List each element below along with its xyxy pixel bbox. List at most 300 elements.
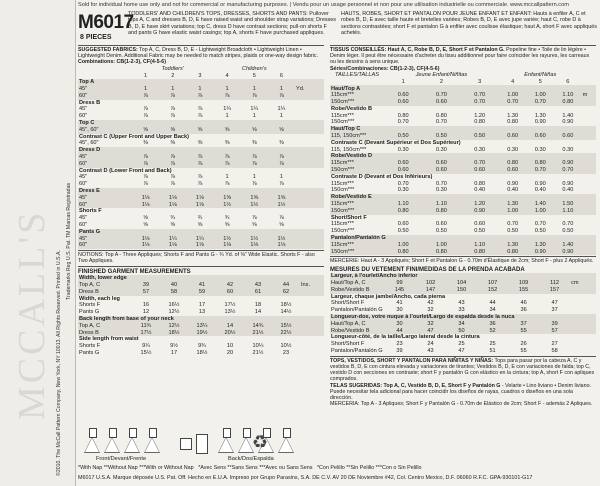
- nap-legend-en: *With Nap **Without Nap ***With or Without Nap: [78, 465, 194, 471]
- table-row: [330, 187, 596, 194]
- cell-value: 0.80: [384, 249, 422, 256]
- back-caption: Back/Dos/Espalda: [228, 456, 274, 462]
- cell-value: 30: [384, 321, 415, 328]
- cell-value: 1.40: [526, 201, 554, 208]
- cell-value: 17: [198, 302, 206, 309]
- unit-label: [295, 174, 324, 181]
- cell-value: 1.20: [461, 201, 499, 208]
- cell-value: 0.60: [384, 160, 422, 167]
- cell-value: 14½: [280, 309, 292, 316]
- group-label: Short/Short F: [331, 214, 367, 221]
- row-label: 60": [78, 202, 132, 209]
- side-legal-text: ©2010. The McCall Pattern Company, New York, NY 10013. All Rights Reserved. Printed in U.S.A.: [56, 250, 62, 476]
- row-label: Dress B: [78, 330, 132, 337]
- cell-value: 0.70: [499, 99, 527, 106]
- cell-value: 40: [160, 282, 188, 289]
- row-label: Short/Short F: [331, 341, 365, 348]
- cell-value: 0.70: [562, 221, 574, 228]
- size-number: 1: [401, 78, 405, 85]
- nap-legend-fr: *Avec Sens **Sans Sens ***Avec ou Sans Sens: [198, 465, 313, 471]
- cell-value: 1½: [214, 236, 241, 243]
- row-label: 60": [79, 181, 88, 188]
- pattern-number: M6017: [78, 12, 134, 33]
- cell-value: 20½: [216, 330, 244, 337]
- cell-value: 30: [396, 307, 403, 314]
- cell-value: 1.00: [422, 242, 460, 249]
- table-row: [78, 350, 324, 357]
- cell-value: 0.80: [397, 112, 409, 119]
- cell-value: ⅝: [170, 222, 176, 229]
- table-row: [330, 242, 596, 249]
- group-label: Longueur-dos, votre nuque à l'ourlet/Largo de espalda desde la nuca: [330, 314, 596, 321]
- cell-value: 1⅛: [268, 242, 295, 249]
- cell-value: 0.60: [422, 167, 460, 174]
- row-label: 45", 60": [78, 127, 132, 134]
- cell-value: ⅝: [143, 222, 148, 229]
- cell-value: 1⅝: [214, 195, 241, 202]
- cell-value: 43: [244, 282, 272, 289]
- row-label: 115cm***: [331, 221, 354, 228]
- cell-value: ⅞: [214, 154, 241, 161]
- cell-value: 0.30: [474, 146, 486, 153]
- table-group-row: [330, 126, 596, 133]
- row-label: 115cm***: [330, 201, 384, 208]
- cell-value: 10½: [280, 343, 292, 350]
- cell-value: ⅞: [214, 93, 241, 100]
- table-row: [78, 174, 324, 181]
- size-number: 5: [538, 78, 542, 85]
- cell-value: ⅝: [132, 127, 159, 134]
- french-spanish-column: [330, 44, 596, 407]
- group-label: Contraste D (Devant et Dos Inférieurs): [331, 173, 433, 180]
- cell-value: ⅞: [268, 154, 295, 161]
- cell-value: ⅞: [241, 161, 268, 168]
- cell-value: 14: [216, 323, 244, 330]
- cell-value: 0.70: [554, 167, 582, 174]
- side-strip: [0, 0, 76, 486]
- row-label: 150cm***: [330, 208, 384, 215]
- cell-value: 1⅛: [132, 202, 159, 209]
- description-french: HAUTS, ROBES, SHORT ET PANTALON POUR JEUNE ENFANT ET ENFANT: Hauts à enfiler A, C et robes B, D, E avec taille haute et bretelles variées; Robes B, D, E avec jupe variée; haut C, robe D à sections contrastées; short F et pantalon G à enfiler avec coulisse élastique; haut A, short F avec appliqués achetés.: [341, 11, 597, 37]
- cell-value: ⅞: [279, 181, 284, 188]
- size-row-spacer: [330, 79, 384, 86]
- cell-value: 10¼: [252, 343, 264, 350]
- row-label: 45": [78, 154, 132, 161]
- table-row: [78, 195, 324, 202]
- unit-label: [295, 127, 324, 134]
- cell-value: 1⅝: [241, 195, 268, 202]
- group-label: Dress D: [78, 147, 324, 154]
- cell-value: 0.60: [397, 221, 409, 228]
- cell-value: 0.50: [422, 133, 460, 140]
- cell-value: ⅞: [132, 93, 159, 100]
- table-group-row: [78, 147, 324, 154]
- cell-value: 0.30: [435, 146, 447, 153]
- tops-text: Tops para pasar por la cabeza A, C y vestidos B, D, E con cintura elevada y variaciones de tirantes; Vestidos B, D, E con variaciones de falda; top C, vestido D con secciones en contraste; short F y pantalón G con elástico en la cintura; top A, short F con apliques comprados.: [330, 357, 595, 383]
- cell-value: 102: [415, 280, 446, 287]
- unit-label: [582, 208, 596, 215]
- cell-value: 14¾: [244, 323, 272, 330]
- cell-value: 50: [446, 328, 477, 335]
- cell-value: 12½: [168, 309, 180, 316]
- unit-spacer: [295, 66, 324, 73]
- english-column: [78, 44, 324, 357]
- cell-value: 0.90: [562, 119, 574, 126]
- dress-sketch: [104, 428, 120, 454]
- table-group-row: [330, 273, 596, 280]
- cell-value: 17: [170, 349, 178, 356]
- table-row: [330, 287, 596, 294]
- cell-value: 155: [508, 287, 539, 294]
- table-row: [78, 282, 324, 289]
- tissus-title: TISSUS CONSEILLÉS: Haut A, C, Robe B, D, E, Short F et Pantalon G.: [330, 47, 505, 53]
- cell-value: ⅞: [143, 113, 148, 120]
- cell-value: 0.70: [397, 180, 409, 187]
- size-number: 4: [225, 72, 229, 79]
- row-label: Pants G: [79, 349, 100, 356]
- cell-value: ⅜: [279, 140, 284, 147]
- suggested-fabrics-text: Top A, C, Dress B, D, E - Lightweight Broadcloth • Lightweight Linen • Lightweight Denim. Additional Fabric may be needed to match stripes, plaids or one-way design fabric.: [78, 47, 318, 60]
- cell-value: 17½: [224, 302, 236, 309]
- cell-value: 11¾: [132, 323, 160, 330]
- cell-value: 104: [446, 280, 477, 287]
- cell-value: ⅝: [159, 127, 186, 134]
- cell-value: ⅞: [159, 154, 186, 161]
- cell-value: 20: [226, 349, 234, 356]
- cell-value: ⅞: [197, 181, 203, 188]
- cell-value: 47: [551, 300, 558, 307]
- row-label: 150cm***: [331, 228, 355, 235]
- cell-value: 0.50: [435, 228, 447, 235]
- cell-value: 47: [458, 347, 465, 354]
- cell-value: 1½: [268, 202, 295, 209]
- cell-value: ⅞: [197, 174, 203, 181]
- unit-label: [300, 330, 324, 337]
- row-label: 45": [79, 174, 88, 181]
- cell-value: 60: [216, 289, 244, 296]
- row-label: 45": [79, 215, 88, 222]
- cell-value: 1: [186, 86, 213, 93]
- cell-value: 0.90: [554, 249, 582, 256]
- unit-label: [570, 348, 596, 355]
- row-label: 115cm***: [330, 242, 384, 249]
- cell-value: 16½: [168, 302, 180, 309]
- unit-label: [582, 113, 596, 120]
- row-label: 45": [78, 195, 132, 202]
- size-group-label: Enfant/Niñas: [524, 71, 557, 78]
- cell-value: 37: [508, 321, 539, 328]
- table-row: [78, 309, 324, 316]
- cell-value: 1½: [214, 202, 241, 209]
- cell-value: ⅞: [241, 93, 268, 100]
- cell-value: 0.50: [474, 228, 486, 235]
- row-label: 60": [78, 93, 132, 100]
- table-group-row: [78, 168, 324, 175]
- cell-value: 1.30: [507, 112, 519, 119]
- dress-sketch: [144, 428, 160, 454]
- cell-value: 0.90: [526, 249, 554, 256]
- cell-value: 0.60: [422, 160, 460, 167]
- cell-value: 16: [142, 302, 150, 309]
- row-label: 150cm***: [330, 167, 384, 174]
- dress-sketch: [278, 428, 294, 454]
- cell-value: 0.70: [397, 119, 409, 126]
- cell-value: 1¼: [159, 236, 186, 243]
- table-row: [78, 289, 324, 296]
- cell-value: 33: [458, 307, 465, 314]
- telas-text: - Velarte • Lino liviano • Denim liviano. Puede necesitar tela adicional para hacer coincidir los diseños de rayas, cuadros o diseños en una sola dirección.: [330, 382, 591, 401]
- unit-label: [570, 341, 596, 348]
- cell-value: 0.30: [397, 146, 409, 153]
- unit-label: [582, 228, 596, 235]
- cell-value: ⅝: [186, 127, 213, 134]
- table-row: [330, 133, 596, 140]
- group-label: Contrast D (Lower Front and Back): [79, 167, 172, 174]
- cell-value: 62: [272, 289, 300, 296]
- cell-value: 1.40: [562, 112, 574, 119]
- row-label: 115, 150cm***: [331, 146, 367, 153]
- cell-value: 43: [458, 300, 465, 307]
- unit-label: [295, 106, 324, 113]
- cell-value: 0.60: [526, 133, 554, 140]
- cell-value: 23: [282, 349, 290, 356]
- table-row: [78, 93, 324, 100]
- group-label: Contraste C (Devant Supérieur et Dos Supérieur): [331, 139, 461, 146]
- cell-value: 1.50: [554, 201, 582, 208]
- cell-value: 1: [132, 86, 159, 93]
- cell-value: 1⅛: [214, 242, 241, 249]
- table-row: [330, 307, 596, 314]
- mercerie: MERCERIE: Haut A - 3 Appliqués; Short F et Pantalon G - 0.70m d'Élastique de 2cm; Short F - plus 2 Appliqués.: [330, 258, 594, 265]
- cell-value: ⅞: [251, 215, 257, 222]
- cell-value: 0.60: [435, 221, 447, 228]
- merceria: MERCERIA: Top A - 3 Apliques; Short F y Pantalón G - 0.70m de Elástico de 2cm; Short F - además 2 Apliques.: [330, 401, 593, 408]
- table-group-row: [330, 85, 596, 92]
- cell-value: 1⅛: [186, 202, 213, 209]
- cell-value: ⅜: [197, 140, 203, 147]
- unit-spacer: [582, 72, 596, 79]
- cell-value: 12½: [160, 323, 188, 330]
- cell-value: 0.80: [461, 249, 499, 256]
- row-label: Haut/Top A, C: [330, 321, 384, 328]
- table-row: [78, 106, 324, 113]
- unit-label: [582, 160, 596, 167]
- table-row: [78, 343, 324, 350]
- cell-value: 25: [458, 341, 465, 348]
- row-label: 115cm***: [331, 112, 354, 119]
- cell-value: 1.30: [534, 112, 546, 119]
- cell-value: 42: [427, 300, 434, 307]
- telas-title: TELAS SUGERIDAS: Top A, C, Vestido B, D, E, Short F y Pantalón G: [330, 382, 501, 389]
- cell-value: 1.30: [499, 242, 527, 249]
- unit-label: [570, 307, 596, 314]
- cell-value: 0.70: [461, 160, 499, 167]
- group-label: Largeur, à l'ourlet/Ancho inferior: [330, 273, 596, 280]
- cell-value: 0.70: [435, 119, 447, 126]
- cell-value: 1: [225, 174, 229, 181]
- row-label: Shorts F: [79, 343, 101, 350]
- recycle-icon: ♻: [251, 432, 269, 452]
- group-label: Largeur, chaque jambe/Ancho, cada pierna: [331, 293, 446, 300]
- table-group-row: [330, 106, 596, 113]
- cell-value: 1¼: [277, 106, 286, 113]
- tops-title: TOPS, VESTIDOS, SHORT Y PANTALON PARA NIÑITAS Y NIÑAS:: [330, 357, 494, 364]
- table-row: [330, 341, 596, 348]
- group-label: Dress E: [78, 188, 324, 195]
- table-group-row: [330, 215, 596, 222]
- cell-value: 47: [415, 328, 446, 335]
- cell-value: ⅞: [143, 106, 148, 113]
- usage-notice: Sold for individual home use only and not for commercial or manufacturing purposes. | Vendu pour un usage personnel et non pour une utilisation industrielle ou commerciale. www.mccallpattern.com: [78, 2, 569, 8]
- table-row: [330, 113, 596, 120]
- unit-label: [582, 147, 596, 154]
- cell-value: 0.40: [562, 187, 574, 194]
- table-row: [330, 280, 596, 287]
- cell-value: 0.80: [474, 119, 486, 126]
- cell-value: 152: [477, 287, 508, 294]
- cell-value: ⅞: [251, 181, 257, 188]
- cell-value: 1½: [241, 202, 268, 209]
- cell-value: 0.80: [554, 99, 582, 106]
- cell-value: ⅜: [170, 140, 176, 147]
- row-label: 45": [79, 106, 88, 113]
- cell-value: 43: [427, 347, 434, 354]
- table-group-row: [78, 134, 324, 141]
- unit-label: [300, 302, 324, 309]
- cell-value: 13½: [224, 309, 236, 316]
- cell-value: 1.40: [554, 242, 582, 249]
- unit-label: cm: [570, 280, 596, 287]
- unit-label: [300, 323, 324, 330]
- unit-label: [295, 140, 324, 147]
- cell-value: 1: [279, 113, 283, 120]
- yardage-table: [78, 66, 324, 250]
- cell-value: 57: [539, 328, 570, 335]
- unit-label: [295, 154, 324, 161]
- row-label: 45", 60": [79, 140, 99, 147]
- table-row: [78, 323, 324, 330]
- cell-value: 9½: [170, 343, 178, 350]
- cell-value: 9¾: [198, 343, 206, 350]
- group-label: Robe/Vestido E: [330, 194, 596, 201]
- table-group-row: [78, 229, 324, 236]
- table-row: [330, 328, 596, 335]
- mesures-title: MESURES DU VETEMENT FINI/MEDIDAS DE LA PRENDA ACABADA: [330, 266, 525, 273]
- table-row: [78, 86, 324, 93]
- row-label: Robe/Vestido B: [330, 287, 384, 294]
- cell-value: 57: [132, 289, 160, 296]
- group-label: Top C: [78, 120, 324, 127]
- cell-value: 0.80: [474, 180, 486, 187]
- cell-value: ⅞: [170, 181, 176, 188]
- cell-value: 22½: [272, 330, 300, 337]
- dress-sketch: [84, 428, 100, 454]
- unit-label: [295, 181, 324, 188]
- cell-value: 1⅛: [132, 195, 159, 202]
- table-row: [330, 167, 596, 174]
- size-row: [330, 79, 596, 86]
- cell-value: 15½: [272, 323, 300, 330]
- row-label: Pantalon/Pantalón G: [331, 347, 383, 354]
- metrage-table: [330, 72, 596, 256]
- cell-value: ⅝: [268, 127, 295, 134]
- cell-value: 44: [489, 300, 496, 307]
- table-row: [78, 222, 324, 229]
- mesures-table: [330, 273, 596, 355]
- cell-value: 34: [489, 307, 496, 314]
- pieces-count: 8 PIECES: [80, 34, 112, 41]
- cell-value: 1.30: [499, 201, 527, 208]
- cell-value: 32: [415, 321, 446, 328]
- size-number: 1: [144, 72, 148, 79]
- cell-value: 42: [216, 282, 244, 289]
- table-group-row: [330, 153, 596, 160]
- cell-value: 52: [477, 328, 508, 335]
- cell-value: ⅞: [268, 93, 295, 100]
- row-label: 150cm***: [330, 99, 384, 106]
- cell-value: 0.90: [461, 208, 499, 215]
- cell-value: 0.30: [562, 146, 574, 153]
- cell-value: 34: [446, 321, 477, 328]
- unit-label: [582, 221, 596, 228]
- cell-value: 0.60: [461, 167, 499, 174]
- cell-value: 41: [188, 282, 216, 289]
- cell-value: 55: [508, 328, 539, 335]
- cell-value: 0.60: [554, 133, 582, 140]
- cell-value: 1.10: [554, 208, 582, 215]
- cell-value: 0.80: [499, 249, 527, 256]
- cell-value: 15½: [140, 349, 152, 356]
- size-group-row: [330, 72, 596, 79]
- cell-value: 55: [520, 347, 527, 354]
- table-row: [330, 160, 596, 167]
- cell-value: 0.60: [384, 167, 422, 174]
- cell-value: 0.80: [422, 249, 460, 256]
- table-group-row: [78, 79, 324, 86]
- table-row: [330, 300, 596, 307]
- unit-label: [295, 161, 324, 168]
- table-group-row: [78, 120, 324, 127]
- cell-value: 1: [268, 86, 295, 93]
- nap-legend-es: *Con Pelillo **Sin Pelillo ***Con o Sin Pelillo: [316, 465, 422, 471]
- cell-value: 1¼: [186, 236, 213, 243]
- cell-value: 32: [427, 307, 434, 314]
- size-group-spacer: [78, 66, 132, 73]
- group-label: Robe/Vestido B: [331, 105, 373, 112]
- row-label: Haut/Top A, C: [330, 280, 384, 287]
- table-row: [78, 330, 324, 337]
- group-label: Robe/Vestido D: [330, 153, 596, 160]
- cell-value: 26: [520, 341, 527, 348]
- cell-value: 0.70: [526, 99, 554, 106]
- unit-label: [582, 133, 596, 140]
- group-label: Width, lower edge: [78, 275, 324, 282]
- cell-value: ⅝: [279, 222, 284, 229]
- unit-label: [582, 242, 596, 249]
- cell-value: 1⅛: [159, 242, 186, 249]
- cell-value: 1: [225, 113, 229, 120]
- cell-value: 0.70: [461, 92, 499, 99]
- unit-label: [295, 215, 324, 222]
- table-row: [330, 92, 596, 99]
- cell-value: 13: [198, 309, 206, 316]
- cell-value: ⅞: [132, 154, 159, 161]
- cell-value: 1.20: [474, 112, 486, 119]
- group-label: Dress B: [79, 99, 101, 106]
- row-label: 150cm***: [331, 119, 355, 126]
- cell-value: ⅝: [224, 222, 230, 229]
- row-label: Short/Short F: [331, 300, 365, 307]
